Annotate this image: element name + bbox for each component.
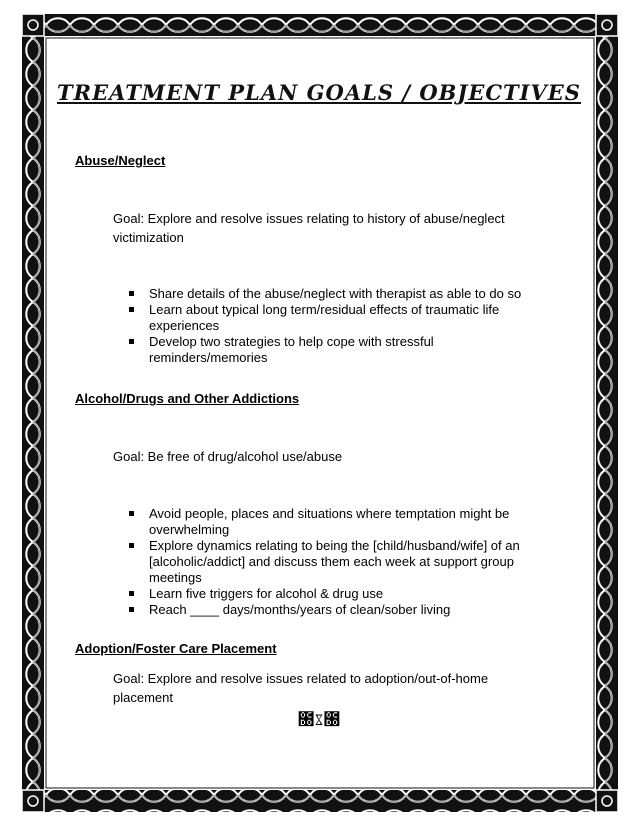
list-item: Explore dynamics relating to being the [child/husband/wife] of an [alcoholic/addict] and discuss them each week at support group meetings — [120, 538, 550, 586]
list-item: Reach ____ days/months/years of clean/sober living — [120, 602, 550, 618]
section-heading-adoption-foster: Adoption/Foster Care Placement — [75, 641, 277, 656]
section-heading-abuse-neglect: Abuse/Neglect — [75, 153, 166, 168]
goal-abuse-neglect: Goal: Explore and resolve issues relating to history of abuse/neglect victimization — [113, 211, 505, 245]
list-item: Learn five triggers for alcohol & drug use — [120, 586, 550, 602]
objectives-alcohol-drugs — [120, 506, 550, 618]
footer-ornament: ೐ೱ೐ — [297, 710, 341, 730]
goal-adoption-foster: Goal: Explore and resolve issues related to adoption/out-of-home placement — [113, 671, 489, 705]
goal-alcohol-drugs: Goal: Be free of drug/alcohol use/abuse — [113, 449, 343, 464]
objectives-abuse-neglect — [120, 286, 550, 366]
page-title: TREATMENT PLAN GOALS / OBJECTIVES — [57, 80, 581, 105]
list-item: Develop two strategies to help cope with stressful reminders/memories — [120, 334, 550, 366]
list-item: Learn about typical long term/residual effects of traumatic life experiences — [120, 302, 550, 334]
list-item: Share details of the abuse/neglect with therapist as able to do so — [120, 286, 550, 302]
section-heading-alcohol-drugs: Alcohol/Drugs and Other Addictions — [75, 391, 300, 406]
list-item: Avoid people, places and situations where temptation might be overwhelming — [120, 506, 550, 538]
